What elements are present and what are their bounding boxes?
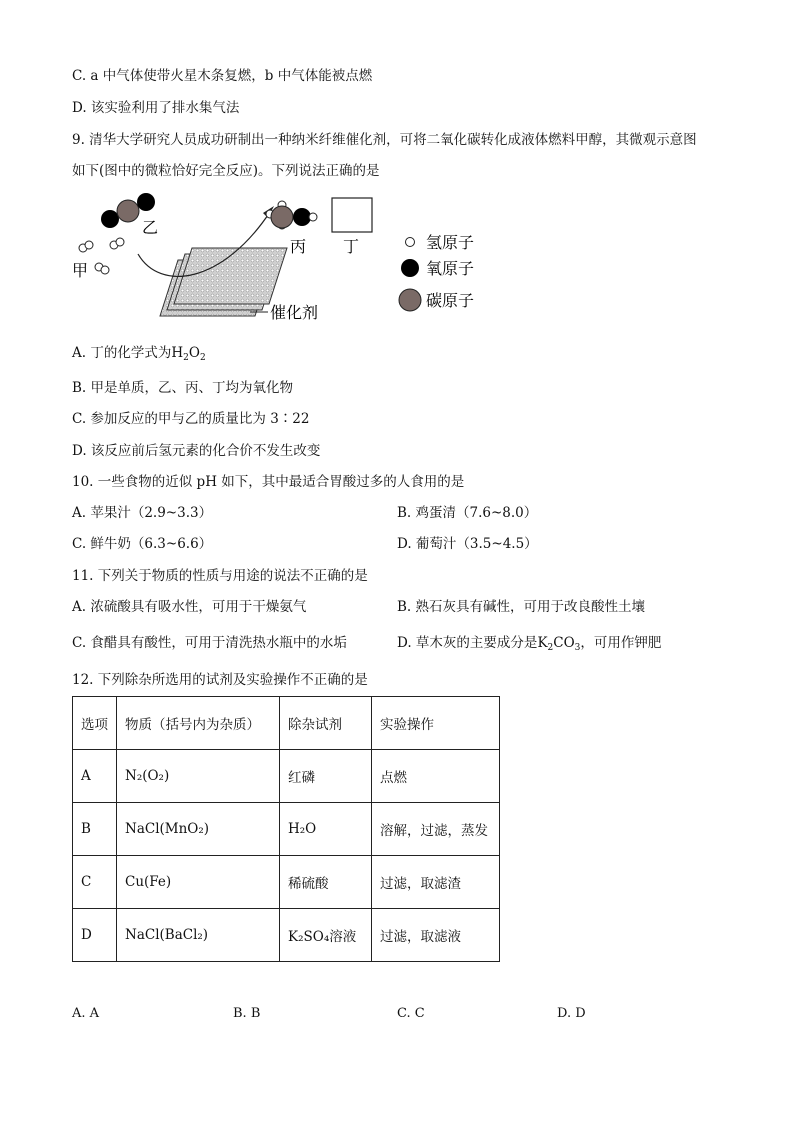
q9-option-b: B. 甲是单质，乙、丙、丁均为氧化物: [72, 380, 294, 396]
q10-option-d: D. 葡萄汁（3.5~4.5）: [397, 536, 538, 552]
table-header-row: [73, 697, 500, 750]
q9-stem-line2: 如下(图中的微粒恰好完全反应)。下列说法正确的是: [72, 163, 380, 179]
q11-formula-co: CO: [553, 635, 575, 651]
q11-formula-sub1: 2: [547, 643, 554, 653]
label-bing: 丙: [290, 237, 307, 256]
row-operation: 溶解，过滤，蒸发: [372, 803, 500, 856]
answer-b: B. B: [233, 1006, 261, 1021]
header-substance: 物质（括号内为杂质）: [117, 697, 280, 750]
row-option: B: [73, 803, 117, 856]
answer-a: A. A: [72, 1006, 100, 1021]
catalyst-plates: [160, 248, 287, 316]
methanol-molecule: [266, 201, 317, 229]
label-ding: 丁: [343, 237, 360, 256]
row-substance: NaCl(MnO₂): [117, 803, 280, 856]
row-operation: 过滤，取滤渣: [372, 856, 500, 909]
q10-option-b: B. 鸡蛋清（7.6~8.0）: [397, 505, 538, 521]
q10-option-a: A. 苹果汁（2.9~3.3）: [72, 505, 213, 521]
table-row: [73, 856, 500, 909]
row-reagent: H₂O: [280, 803, 372, 856]
answer-c: C. C: [397, 1006, 425, 1021]
row-operation: 过滤，取滤液: [372, 909, 500, 962]
catalyst-label: 催化剂: [270, 303, 319, 322]
q9-stem-line1: 9. 清华大学研究人员成功研制出一种纳米纤维催化剂，可将二氧化碳转化成液体燃料甲醇，其微观示意图: [72, 132, 697, 148]
label-jia: 甲: [72, 261, 89, 280]
q9-option-d: D. 该反应前后氢元素的化合价不发生改变: [72, 443, 321, 459]
hydrogen-atom-icon: [406, 238, 415, 247]
q11-option-c: C. 食醋具有酸性，可用于清洗热水瓶中的水垢: [72, 635, 347, 651]
q8-option-c: C. a 中气体使带火星木条复燃，b 中气体能被点燃: [72, 68, 373, 84]
q11-stem: 11. 下列关于物质的性质与用途的说法不正确的是: [72, 568, 368, 584]
q9-option-a: [72, 343, 206, 363]
q11-option-b: B. 熟石灰具有碱性，可用于改良酸性土壤: [397, 599, 646, 615]
impurity-table: [72, 696, 500, 962]
row-reagent: 红磷: [280, 750, 372, 803]
table-row: [73, 909, 500, 962]
row-substance: NaCl(BaCl₂): [117, 909, 280, 962]
row-substance: N₂(O₂): [117, 750, 280, 803]
legend-carbon: 碳原子: [426, 291, 475, 310]
q11-formula-sub2: 3: [574, 643, 581, 653]
oxygen-atom-icon: [401, 259, 419, 277]
reaction-diagram: [60, 188, 500, 328]
row-reagent: 稀硫酸: [280, 856, 372, 909]
q12-stem: 12. 下列除杂所选用的试剂及实验操作不正确的是: [72, 672, 368, 688]
row-option: C: [73, 856, 117, 909]
table-row: [73, 750, 500, 803]
carbon-atom-icon: [399, 289, 421, 311]
row-substance: Cu(Fe): [117, 856, 280, 909]
q11-option-a: A. 浓硫酸具有吸水性，可用于干燥氨气: [72, 599, 307, 615]
row-option: D: [73, 909, 117, 962]
q9-formula-sub2: 2: [199, 353, 206, 363]
ding-box: [332, 198, 372, 232]
q11-option-d-tail: ，可用作钾肥: [580, 635, 662, 651]
table-row: [73, 803, 500, 856]
q9-formula-sub1: 2: [183, 353, 189, 363]
legend-hydrogen: 氢原子: [426, 233, 475, 252]
header-operation: 实验操作: [372, 697, 500, 750]
q9-formula-h: H: [171, 345, 184, 361]
q8-option-d: D. 该实验利用了排水集气法: [72, 100, 240, 116]
q11-formula-k: K: [537, 635, 548, 651]
q11-option-d: [397, 633, 661, 653]
q11-option-d-text: D. 草木灰的主要成分是: [397, 635, 538, 651]
q9-option-a-text: A. 丁的化学式为: [72, 345, 172, 361]
q10-option-c: C. 鲜牛奶（6.3~6.6）: [72, 536, 213, 552]
q9-option-c: C. 参加反应的甲与乙的质量比为 3∶22: [72, 411, 310, 427]
answer-d: D. D: [557, 1006, 586, 1021]
q9-formula-o: O: [188, 345, 200, 361]
header-reagent: 除杂试剂: [280, 697, 372, 750]
row-option: A: [73, 750, 117, 803]
row-reagent: K₂SO₄溶液: [280, 909, 372, 962]
legend: [399, 233, 474, 311]
label-yi: 乙: [142, 218, 159, 237]
header-option: 选项: [73, 697, 117, 750]
row-operation: 点燃: [372, 750, 500, 803]
q10-stem: 10. 一些食物的近似 pH 如下，其中最适合胃酸过多的人食用的是: [72, 474, 465, 490]
legend-oxygen: 氧原子: [426, 259, 475, 278]
